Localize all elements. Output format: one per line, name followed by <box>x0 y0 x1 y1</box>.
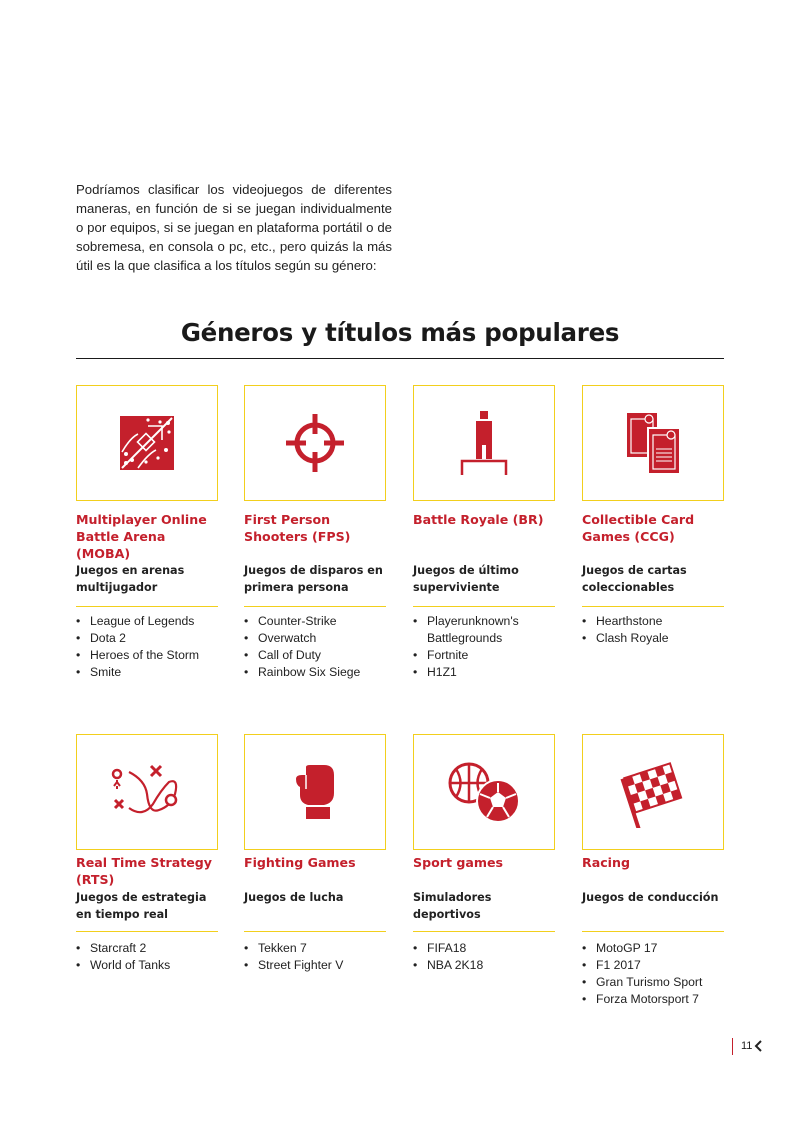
titles-list <box>413 613 555 681</box>
title-divider <box>76 358 724 359</box>
checkered-flag-icon <box>620 756 686 828</box>
card-divider <box>582 606 724 607</box>
cards-icon <box>625 411 681 475</box>
genre-description: Simuladores deportivos <box>413 891 492 921</box>
list-item: • Rainbow Six Siege <box>244 664 386 681</box>
icon-box <box>413 734 555 850</box>
list-item: • H1Z1 <box>413 664 555 681</box>
list-item: • Playerunknown's Battlegrounds <box>413 613 555 647</box>
icon-box <box>582 734 724 850</box>
genre-name: First Person Shooters (FPS) <box>244 512 351 544</box>
boxing-glove-icon <box>294 763 336 821</box>
icon-box <box>582 385 724 501</box>
icon-box <box>244 734 386 850</box>
genre-description: Juegos de disparos en primera persona <box>244 564 383 594</box>
card-divider <box>413 931 555 932</box>
list-item: • Gran Turismo Sport <box>582 974 724 991</box>
titles-list <box>244 613 386 681</box>
moba-map-icon <box>118 414 176 472</box>
genre-description: Juegos de lucha <box>244 891 344 904</box>
genre-description: Juegos de conducción <box>582 891 719 904</box>
list-item: • Fortnite <box>413 647 555 664</box>
list-item: • World of Tanks <box>76 957 218 974</box>
icon-box <box>76 734 218 850</box>
list-item: • Overwatch <box>244 630 386 647</box>
titles-list <box>244 940 386 974</box>
titles-list <box>582 613 724 647</box>
list-item: • Heroes of the Storm <box>76 647 218 664</box>
crosshair-icon <box>284 412 346 474</box>
list-item: • MotoGP 17 <box>582 940 724 957</box>
list-item: • Smite <box>76 664 218 681</box>
card-divider <box>413 606 555 607</box>
genre-description: Juegos en arenas multijugador <box>76 564 185 594</box>
genre-name: Fighting Games <box>244 855 356 870</box>
section-title: Géneros y títulos más populares <box>180 318 620 347</box>
list-item: • Forza Motorsport 7 <box>582 991 724 1008</box>
genre-description: Juegos de estrategia en tiempo real <box>76 891 207 921</box>
list-item: • Starcraft 2 <box>76 940 218 957</box>
titles-list <box>413 940 555 974</box>
chevron-left-icon[interactable] <box>754 1039 763 1053</box>
card-divider <box>76 606 218 607</box>
card-divider <box>76 931 218 932</box>
genre-description: Juegos de cartas coleccionables <box>582 564 687 594</box>
icon-box <box>76 385 218 501</box>
icon-box <box>244 385 386 501</box>
list-item: • Street Fighter V <box>244 957 386 974</box>
intro-paragraph: Podríamos clasificar los videojuegos de diferentes maneras, en función de si se juegan individualmente o por equipos, si se juegan en plataforma portátil o de sobremesa, en consola o pc, etc., pero quizás la más útil es la que clasifica a los títulos según su género: <box>76 182 392 273</box>
survivor-podium-icon <box>459 409 509 477</box>
strategy-path-icon <box>109 764 185 820</box>
page-number: 11 <box>732 1038 752 1055</box>
genre-name: Sport games <box>413 855 504 870</box>
list-item: • Call of Duty <box>244 647 386 664</box>
list-item: • Hearthstone <box>582 613 724 630</box>
genre-name: Real Time Strategy (RTS) <box>76 855 212 887</box>
genre-name: Battle Royale (BR) <box>413 512 544 527</box>
card-divider <box>244 931 386 932</box>
genre-description: Juegos de último superviviente <box>413 564 519 594</box>
list-item: • Tekken 7 <box>244 940 386 957</box>
sports-balls-icon <box>447 761 521 823</box>
list-item: • Dota 2 <box>76 630 218 647</box>
list-item: • Clash Royale <box>582 630 724 647</box>
card-divider <box>244 606 386 607</box>
titles-list <box>582 940 724 1008</box>
genre-name: Collectible Card Games (CCG) <box>582 512 695 544</box>
list-item: • League of Legends <box>76 613 218 630</box>
card-divider <box>582 931 724 932</box>
titles-list <box>76 613 218 681</box>
list-item: • F1 2017 <box>582 957 724 974</box>
genre-name: Racing <box>582 855 630 870</box>
icon-box <box>413 385 555 501</box>
list-item: • NBA 2K18 <box>413 957 555 974</box>
genre-name: Multiplayer Online Battle Arena (MOBA) <box>76 512 207 561</box>
list-item: • Counter-Strike <box>244 613 386 630</box>
list-item: • FIFA18 <box>413 940 555 957</box>
titles-list <box>76 940 218 974</box>
